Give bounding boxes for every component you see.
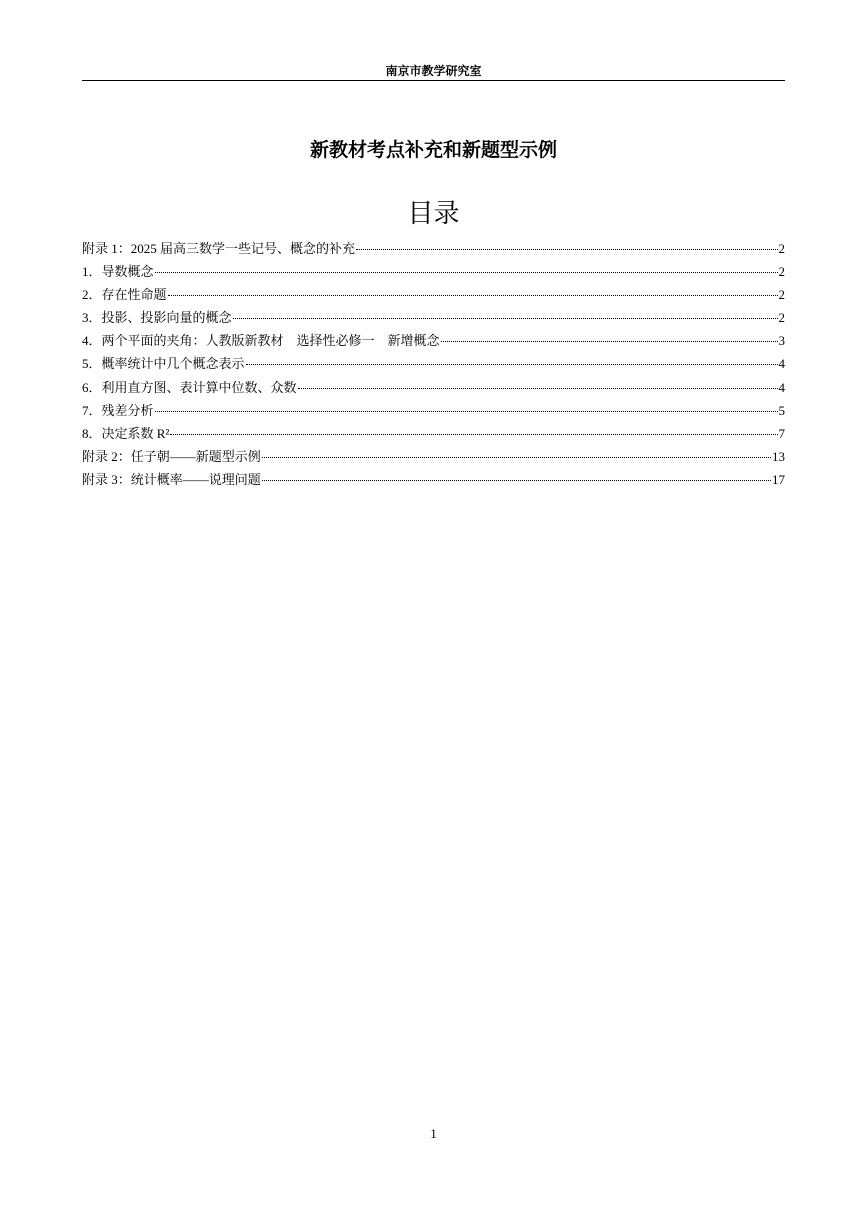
page-header: 南京市教学研究室 bbox=[385, 64, 482, 78]
toc-heading: 目录 bbox=[407, 199, 460, 229]
page-number: 1 bbox=[430, 1126, 437, 1141]
toc-entry-page: 4 bbox=[778, 356, 785, 372]
toc-dot-leader bbox=[168, 295, 778, 296]
toc-dot-leader bbox=[262, 480, 771, 481]
toc-dot-leader bbox=[246, 364, 778, 365]
toc-entry-4[interactable] bbox=[82, 332, 785, 355]
toc-dot-leader bbox=[233, 318, 778, 319]
toc-entry-label: 6．利用直方图、表计算中位数、众数 bbox=[82, 379, 297, 395]
toc-entry-7[interactable] bbox=[82, 402, 785, 425]
toc-entry-label: 3．投影、投影向量的概念 bbox=[82, 310, 232, 326]
toc-entry-label: 4．两个平面的夹角：人教版新教材 选择性必修一 新增概念 bbox=[82, 333, 440, 349]
toc-entry-1[interactable] bbox=[82, 263, 785, 286]
document-title: 新教材考点补充和新题型示例 bbox=[309, 139, 557, 161]
toc-entry-2[interactable] bbox=[82, 286, 785, 309]
toc-entry-label: 2．存在性命题 bbox=[82, 287, 167, 303]
toc-entry-8[interactable] bbox=[82, 425, 785, 448]
toc-entry-6[interactable] bbox=[82, 379, 785, 402]
toc-entry-5[interactable] bbox=[82, 355, 785, 378]
toc-entry-label: 附录 1：2025 届高三数学一些记号、概念的补充 bbox=[82, 241, 356, 256]
toc-entry-page: 2 bbox=[778, 241, 785, 256]
toc-entry-appendix-1[interactable] bbox=[82, 240, 785, 263]
toc-entry-appendix-3[interactable] bbox=[82, 471, 785, 494]
toc-entry-page: 2 bbox=[778, 287, 785, 303]
toc-dot-leader bbox=[155, 411, 778, 412]
header-rule bbox=[82, 80, 785, 81]
toc-entry-page: 13 bbox=[772, 448, 785, 464]
toc-entry-page: 2 bbox=[778, 264, 785, 280]
toc-entry-page: 17 bbox=[772, 471, 785, 487]
toc-dot-leader bbox=[441, 341, 778, 342]
toc-entry-label: 1．导数概念 bbox=[82, 264, 154, 280]
toc-dot-leader bbox=[170, 434, 777, 435]
toc-entry-page: 2 bbox=[778, 310, 785, 326]
toc-entry-3[interactable] bbox=[82, 309, 785, 332]
table-of-contents bbox=[82, 240, 785, 494]
toc-entry-label: 附录 3：统计概率——说理问题 bbox=[82, 471, 261, 487]
toc-entry-page: 5 bbox=[778, 402, 785, 418]
toc-dot-leader bbox=[262, 457, 771, 458]
toc-entry-page: 7 bbox=[778, 425, 785, 441]
toc-entry-label: 8．决定系数 R² bbox=[82, 425, 170, 441]
toc-dot-leader bbox=[298, 388, 778, 389]
toc-entry-page: 3 bbox=[778, 333, 785, 349]
toc-entry-label: 7．残差分析 bbox=[82, 402, 154, 418]
toc-entry-label: 附录 2：任子朝——新题型示例 bbox=[82, 448, 261, 464]
toc-dot-leader bbox=[155, 272, 778, 273]
toc-entry-appendix-2[interactable] bbox=[82, 448, 785, 471]
toc-entry-label: 5．概率统计中几个概念表示 bbox=[82, 356, 245, 372]
toc-entry-page: 4 bbox=[778, 379, 785, 395]
toc-dot-leader bbox=[356, 249, 777, 250]
